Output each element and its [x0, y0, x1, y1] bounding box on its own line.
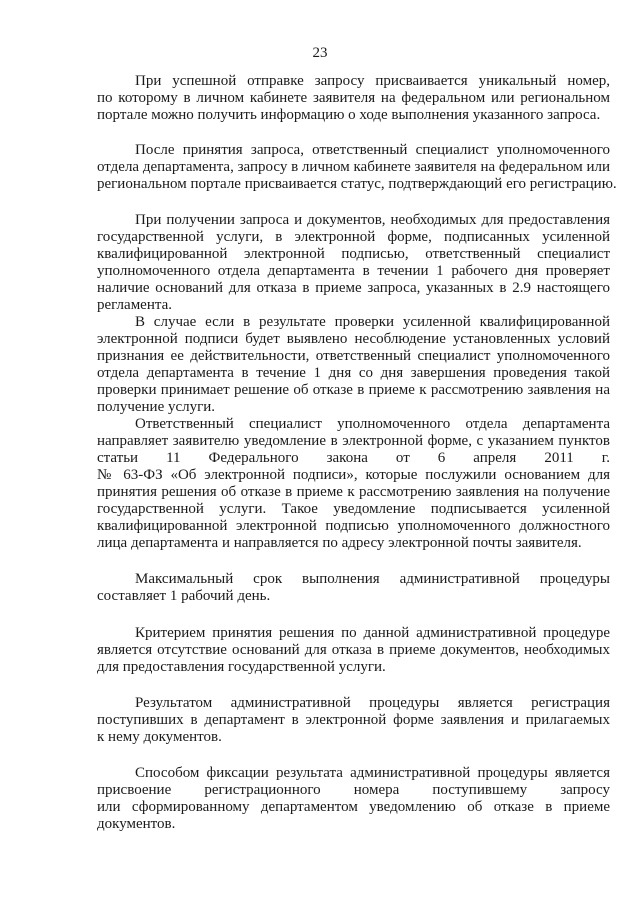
paragraph-8-line-3: к нему документов. — [97, 729, 222, 745]
paragraph-5-line-1: Ответственный специалист уполномоченного отдела департамента — [135, 416, 610, 432]
paragraph-1-line-3: портале можно получить информацию о ходе выполнения указанного запроса. — [97, 107, 601, 123]
page-number: 23 — [312, 45, 328, 61]
paragraph-5-line-7: квалифицированной электронной подписью уполномоченного должностного — [97, 518, 610, 534]
paragraph-3-line-3: квалифицированной электронной подписью, ответственный специалист — [97, 246, 610, 262]
paragraph-4-line-6: получение услуги. — [97, 399, 216, 415]
paragraph-9-line-2: присвоение регистрационного номера поступившему запросу — [97, 782, 610, 798]
paragraph-5-line-4: № 63-ФЗ «Об электронной подписи», которые послужили основанием для — [97, 467, 610, 483]
paragraph-2-line-1: После принятия запроса, ответственный специалист уполномоченного — [135, 142, 610, 158]
paragraph-9-line-1: Способом фиксации результата административной процедуры является — [135, 765, 610, 781]
paragraph-6-line-2: составляет 1 рабочий день. — [97, 588, 271, 604]
paragraph-5-line-8: лица департамента и направляется по адресу электронной почты заявителя. — [97, 535, 582, 551]
paragraph-4-line-2: электронной подписи будет выявлено несоблюдение установленных условий — [97, 331, 610, 347]
paragraph-5-line-3: статьи 11 Федерального закона от 6 апреля 2011 г. — [97, 450, 610, 466]
paragraph-7-line-2: является отсутствие оснований для отказа в приеме документов, необходимых — [97, 642, 610, 658]
paragraph-8-line-2: поступивших в департамент в электронной форме заявления и прилагаемых — [97, 712, 610, 728]
paragraph-3-line-1: При получении запроса и документов, необходимых для предоставления — [135, 212, 610, 228]
paragraph-9-line-3: или сформированному департаментом уведомлению об отказе в приеме — [97, 799, 610, 815]
paragraph-1-line-1: При успешной отправке запросу присваивается уникальный номер, — [135, 73, 610, 89]
paragraph-4-line-1: В случае если в результате проверки усиленной квалифицированной — [135, 314, 610, 330]
paragraph-8-line-1: Результатом административной процедуры является регистрация — [135, 695, 610, 711]
paragraph-5-line-2: направляет заявителю уведомление в электронной форме, с указанием пунктов — [97, 433, 610, 449]
paragraph-3-line-2: государственной услуги, в электронной форме, подписанных усиленной — [97, 229, 610, 245]
paragraph-2-line-2: отдела департамента, запросу в личном кабинете заявителя на федеральном или — [97, 159, 610, 175]
paragraph-2-line-3: региональном портале присваивается статус, подтверждающий его регистрацию. — [97, 176, 617, 192]
paragraph-1-line-2: по которому в личном кабинете заявителя на федеральном или региональном — [97, 90, 610, 106]
paragraph-4-line-3: признания ее действительности, ответственный специалист уполномоченного — [97, 348, 610, 364]
paragraph-5-line-6: государственной услуги. Такое уведомление подписывается усиленной — [97, 501, 610, 517]
paragraph-3-line-5: наличие оснований для отказа в приеме запроса, указанных в 2.9 настоящего — [97, 280, 610, 296]
paragraph-7-line-1: Критерием принятия решения по данной административной процедуре — [135, 625, 610, 641]
paragraph-4-line-4: отдела департамента в течение 1 дня со дня завершения проведения такой — [97, 365, 610, 381]
paragraph-3-line-6: регламента. — [97, 297, 173, 313]
paragraph-5-line-5: принятия решения об отказе в приеме к рассмотрению заявления на получение — [97, 484, 610, 500]
paragraph-4-line-5: проверки принимает решение об отказе в приеме к рассмотрению заявления на — [97, 382, 610, 398]
paragraph-7-line-3: для предоставления государственной услуги. — [97, 659, 386, 675]
paragraph-6-line-1: Максимальный срок выполнения административной процедуры — [135, 571, 610, 587]
paragraph-9-line-4: документов. — [97, 816, 176, 832]
paragraph-3-line-4: уполномоченного отдела департамента в течении 1 рабочего дня проверяет — [97, 263, 610, 279]
